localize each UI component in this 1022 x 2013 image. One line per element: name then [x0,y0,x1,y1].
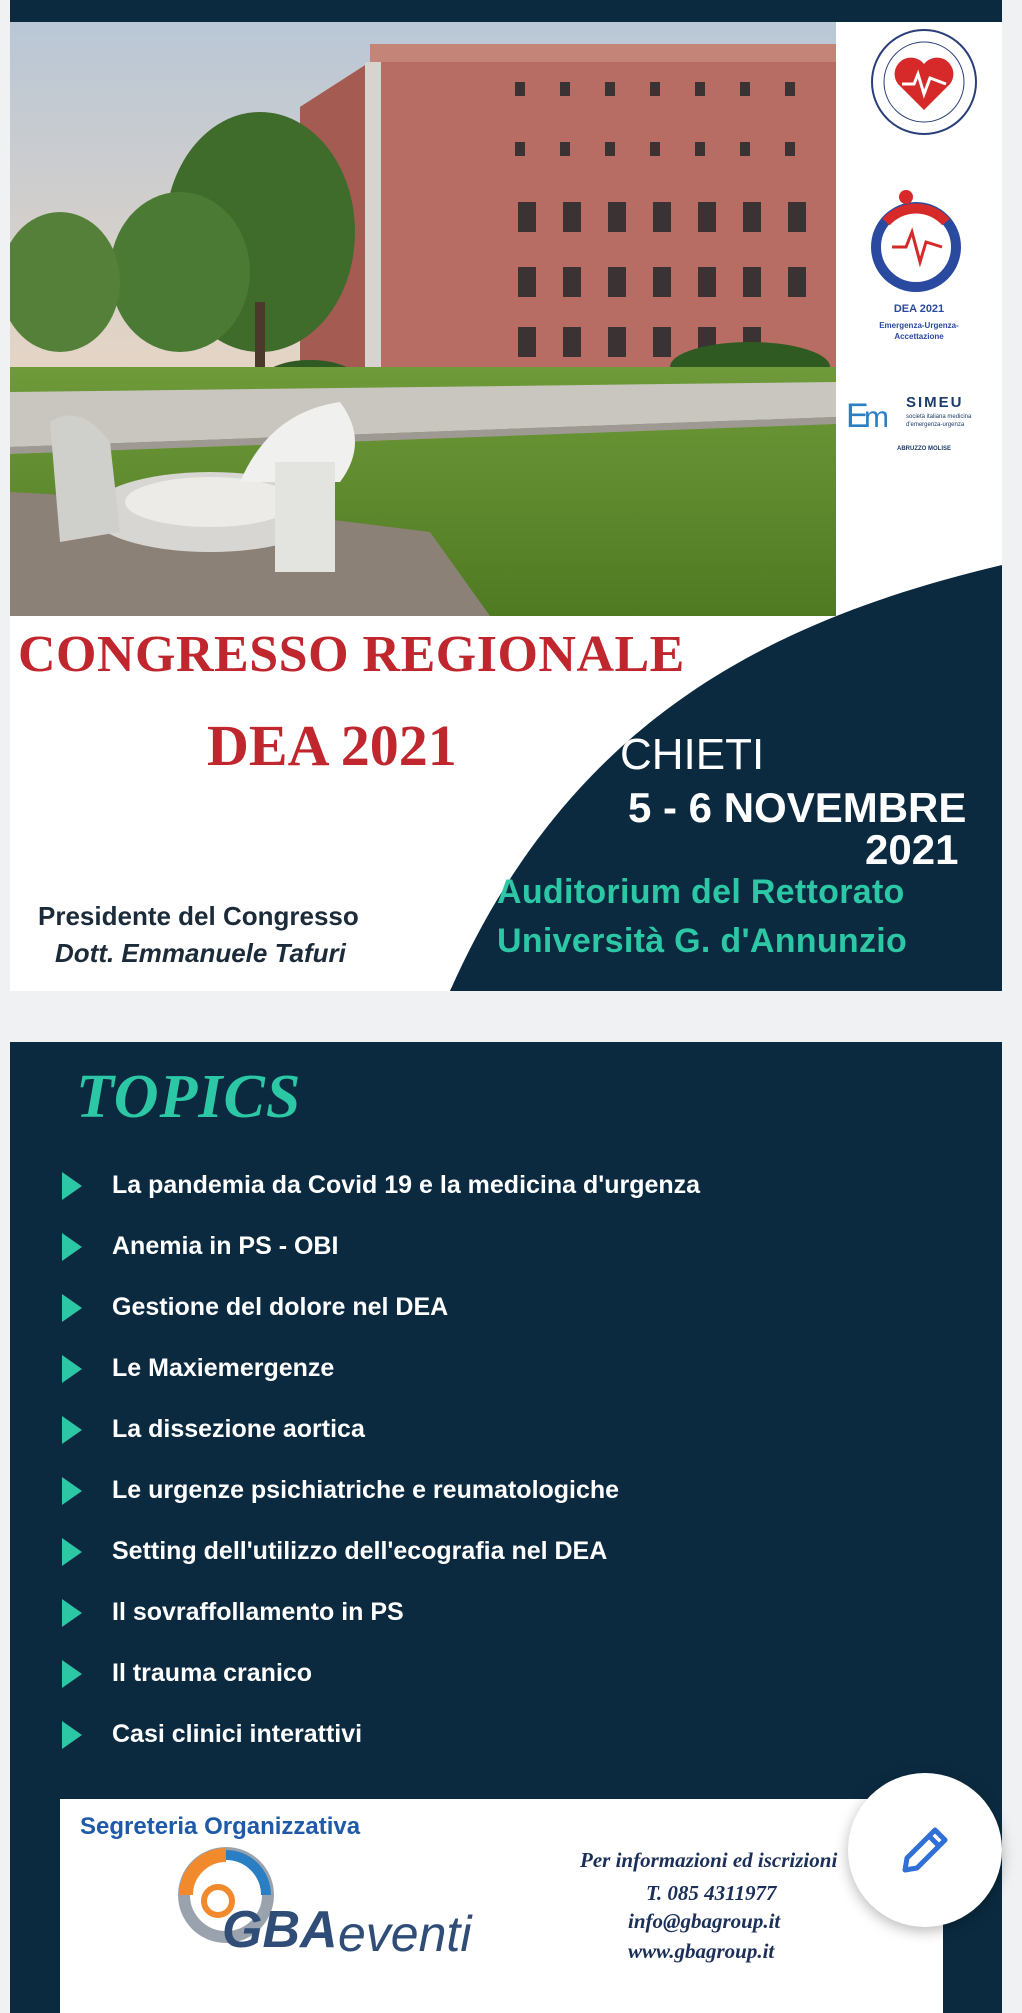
contact-phone: T. 085 4311977 [646,1881,777,1905]
list-item [58,1399,958,1460]
triangle-right-icon [62,1416,82,1444]
topic-label: La dissezione aortica [112,1415,365,1443]
event-year: 2021 [865,826,959,873]
president-label: Presidente del Congresso [38,901,359,931]
congress-title: CONGRESSO REGIONALE [18,626,685,683]
president-name: Dott. Emmanuele Tafuri [55,938,346,968]
venue-name: Auditorium del Rettorato [497,873,905,911]
list-item [58,1643,958,1704]
list-item [58,1216,958,1277]
triangle-right-icon [62,1538,82,1566]
list-item [58,1338,958,1399]
svg-text:Accettazione: Accettazione [894,332,944,341]
svg-text:DEA 2021: DEA 2021 [893,303,945,315]
info-heading: Per informazioni ed iscrizioni [580,1848,838,1872]
list-item [58,1460,958,1521]
triangle-right-icon [62,1233,82,1261]
topic-label: Anemia in PS - OBI [112,1232,339,1260]
svg-text:d'emergenza-urgenza: d'emergenza-urgenza [906,422,965,428]
event-city: CHIETI [620,730,765,779]
list-item [58,1277,958,1338]
triangle-right-icon [62,1477,82,1505]
congress-edition: DEA 2021 [207,713,457,778]
triangle-right-icon [62,1660,82,1688]
topic-label: Gestione del dolore nel DEA [112,1293,449,1321]
triangle-right-icon [62,1721,82,1749]
navy-curve-shape [10,0,1002,991]
triangle-right-icon [62,1599,82,1627]
list-item [58,1704,958,1765]
edit-fab-button[interactable] [848,1773,1002,1927]
contact-email: info@gbagroup.it [628,1909,781,1933]
list-item [58,1521,958,1582]
svg-text:E: E [846,397,869,435]
list-item [58,1155,958,1216]
triangle-right-icon [62,1172,82,1200]
secretariat-label: Segreteria Organizzativa [80,1813,361,1840]
topic-label: Il sovraffollamento in PS [112,1598,404,1626]
svg-text:società italiana medicina: società italiana medicina [906,414,972,420]
topic-label: Le Maxiemergenze [112,1354,335,1382]
svg-text:ABRUZZO MOLISE: ABRUZZO MOLISE [897,446,951,452]
list-item [58,1582,958,1643]
svg-text:Emergenza-Urgenza-: Emergenza-Urgenza- [879,321,959,330]
topic-label: La pandemia da Covid 19 e la medicina d'urgenza [112,1171,701,1199]
topics-heading: TOPICS [76,1063,302,1131]
svg-text:m: m [864,401,889,434]
gba-brand-light: eventi [338,1906,472,1962]
topic-label: Il trauma cranico [112,1659,313,1687]
venue-university: Università G. d'Annunzio [497,922,908,960]
pencil-icon [895,1820,955,1880]
triangle-right-icon [62,1355,82,1383]
event-dates: 5 - 6 NOVEMBRE [628,784,967,831]
gba-brand-bold: GBA [222,1901,338,1959]
event-poster [10,0,1002,991]
topic-label: Casi clinici interattivi [112,1720,363,1748]
triangle-right-icon [62,1294,82,1322]
topics-list [58,1155,958,1765]
topic-label: Setting dell'utilizzo dell'ecografia nel DEA [112,1537,608,1565]
contact-website: www.gbagroup.it [628,1939,775,1963]
topic-label: Le urgenze psichiatriche e reumatologiche [112,1476,620,1504]
svg-text:SIMEU: SIMEU [906,394,964,411]
